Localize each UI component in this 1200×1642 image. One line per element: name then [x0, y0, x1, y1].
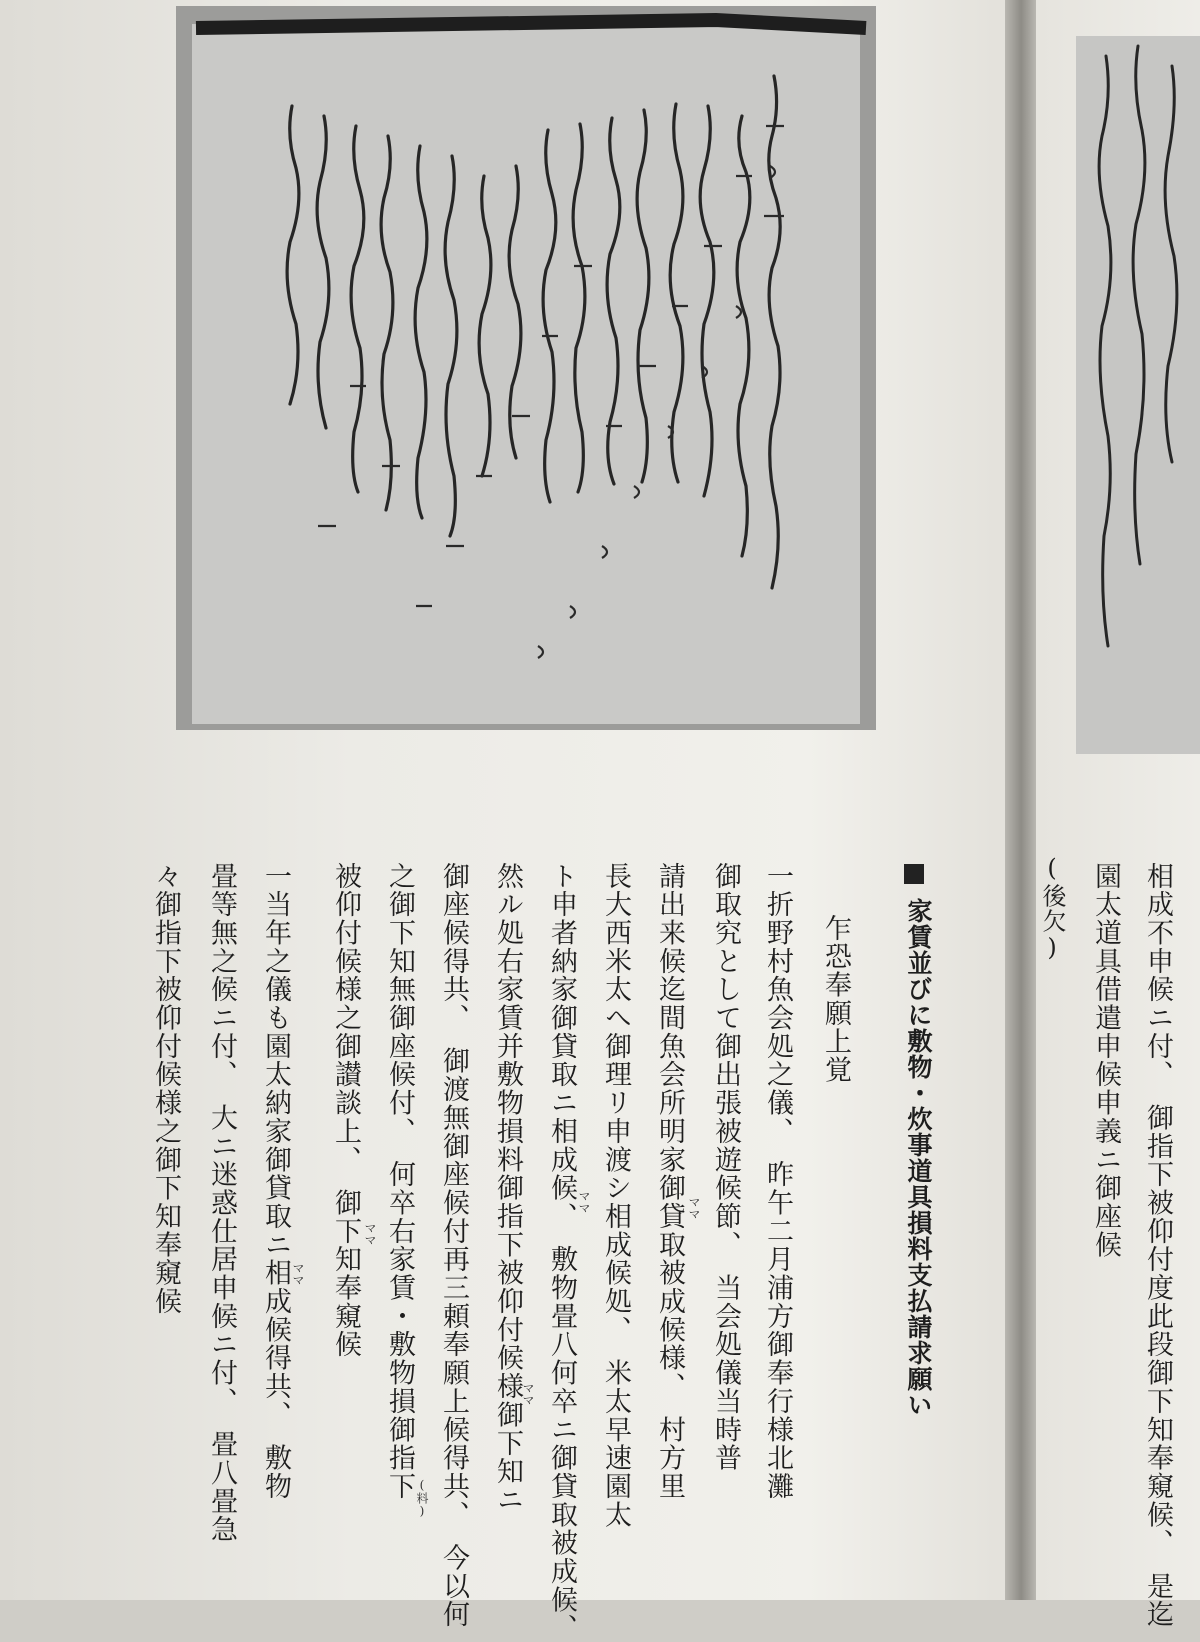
body-column-12: 々御指下被仰付候様之御下知奉窺候: [150, 862, 181, 1316]
annotation-mama-5: ママ: [291, 1262, 305, 1286]
manuscript-photo-right: [1076, 36, 1200, 754]
body-column-3: 請出来候迄間魚会所明家御貸取被成候様、 村方里: [654, 862, 685, 1501]
section-title: 家賃並びに敷物・炊事道具損料支払請求願い: [904, 898, 933, 1418]
manuscript-ink-right: [1076, 36, 1200, 754]
document-heading: 乍恐奉願上覚: [820, 914, 851, 1085]
annotation-mama-3: ママ: [521, 1382, 535, 1406]
body-column-10: 一当年之儀も園太納家御貸取ニ相成候得共、 敷物: [260, 862, 291, 1501]
section-marker-icon: [904, 864, 924, 884]
annotation-mama-1: ママ: [687, 1196, 701, 1220]
body-column-6: 然ル処右家賃并敷物損料御指下被仰付候様御下知ニ: [492, 862, 523, 1515]
body-column-7: 御座候得共、 御渡無御座候付再三頼奉願上候得共、 今以何: [438, 862, 469, 1629]
right-page-column-1: 相成不申候ニ付、 御指下被仰付度此段御下知奉窺候、 是迄: [1142, 862, 1173, 1629]
right-page-column-2: 園太道具借遣申候申義ニ御座候: [1090, 862, 1121, 1259]
body-column-8: 之御下知無御座候付、 何卒右家賃・敷物損御指下: [384, 862, 415, 1501]
body-column-9: 被仰付候様之御讃談上、 御下知奉窺候: [330, 862, 361, 1359]
body-column-4: 長大西米太へ御理リ申渡シ相成候処、 米太早速園太: [600, 862, 631, 1529]
annotation-mama-4: ママ: [363, 1222, 377, 1246]
body-column-5: ト申者納家御貸取ニ相成候、 敷物畳八何卒ニ御貸取被成候、: [546, 862, 577, 1642]
body-column-2: 御取究として御出張被遊候節、 当会処儀当時普: [710, 862, 741, 1473]
annotation-mama-2: ママ: [577, 1190, 591, 1214]
right-page-column-3: (後欠): [1038, 854, 1066, 963]
body-column-11: 畳等無之候ニ付、 大ニ迷惑仕居申候ニ付、 畳八畳急: [206, 862, 237, 1544]
body-column-1: 一折野村魚会処之儀、 昨午二月浦方御奉行様北灘: [762, 862, 793, 1501]
annotation-ryo: (料): [415, 1478, 429, 1518]
manuscript-ink: [176, 6, 876, 730]
manuscript-photo: [176, 6, 876, 730]
